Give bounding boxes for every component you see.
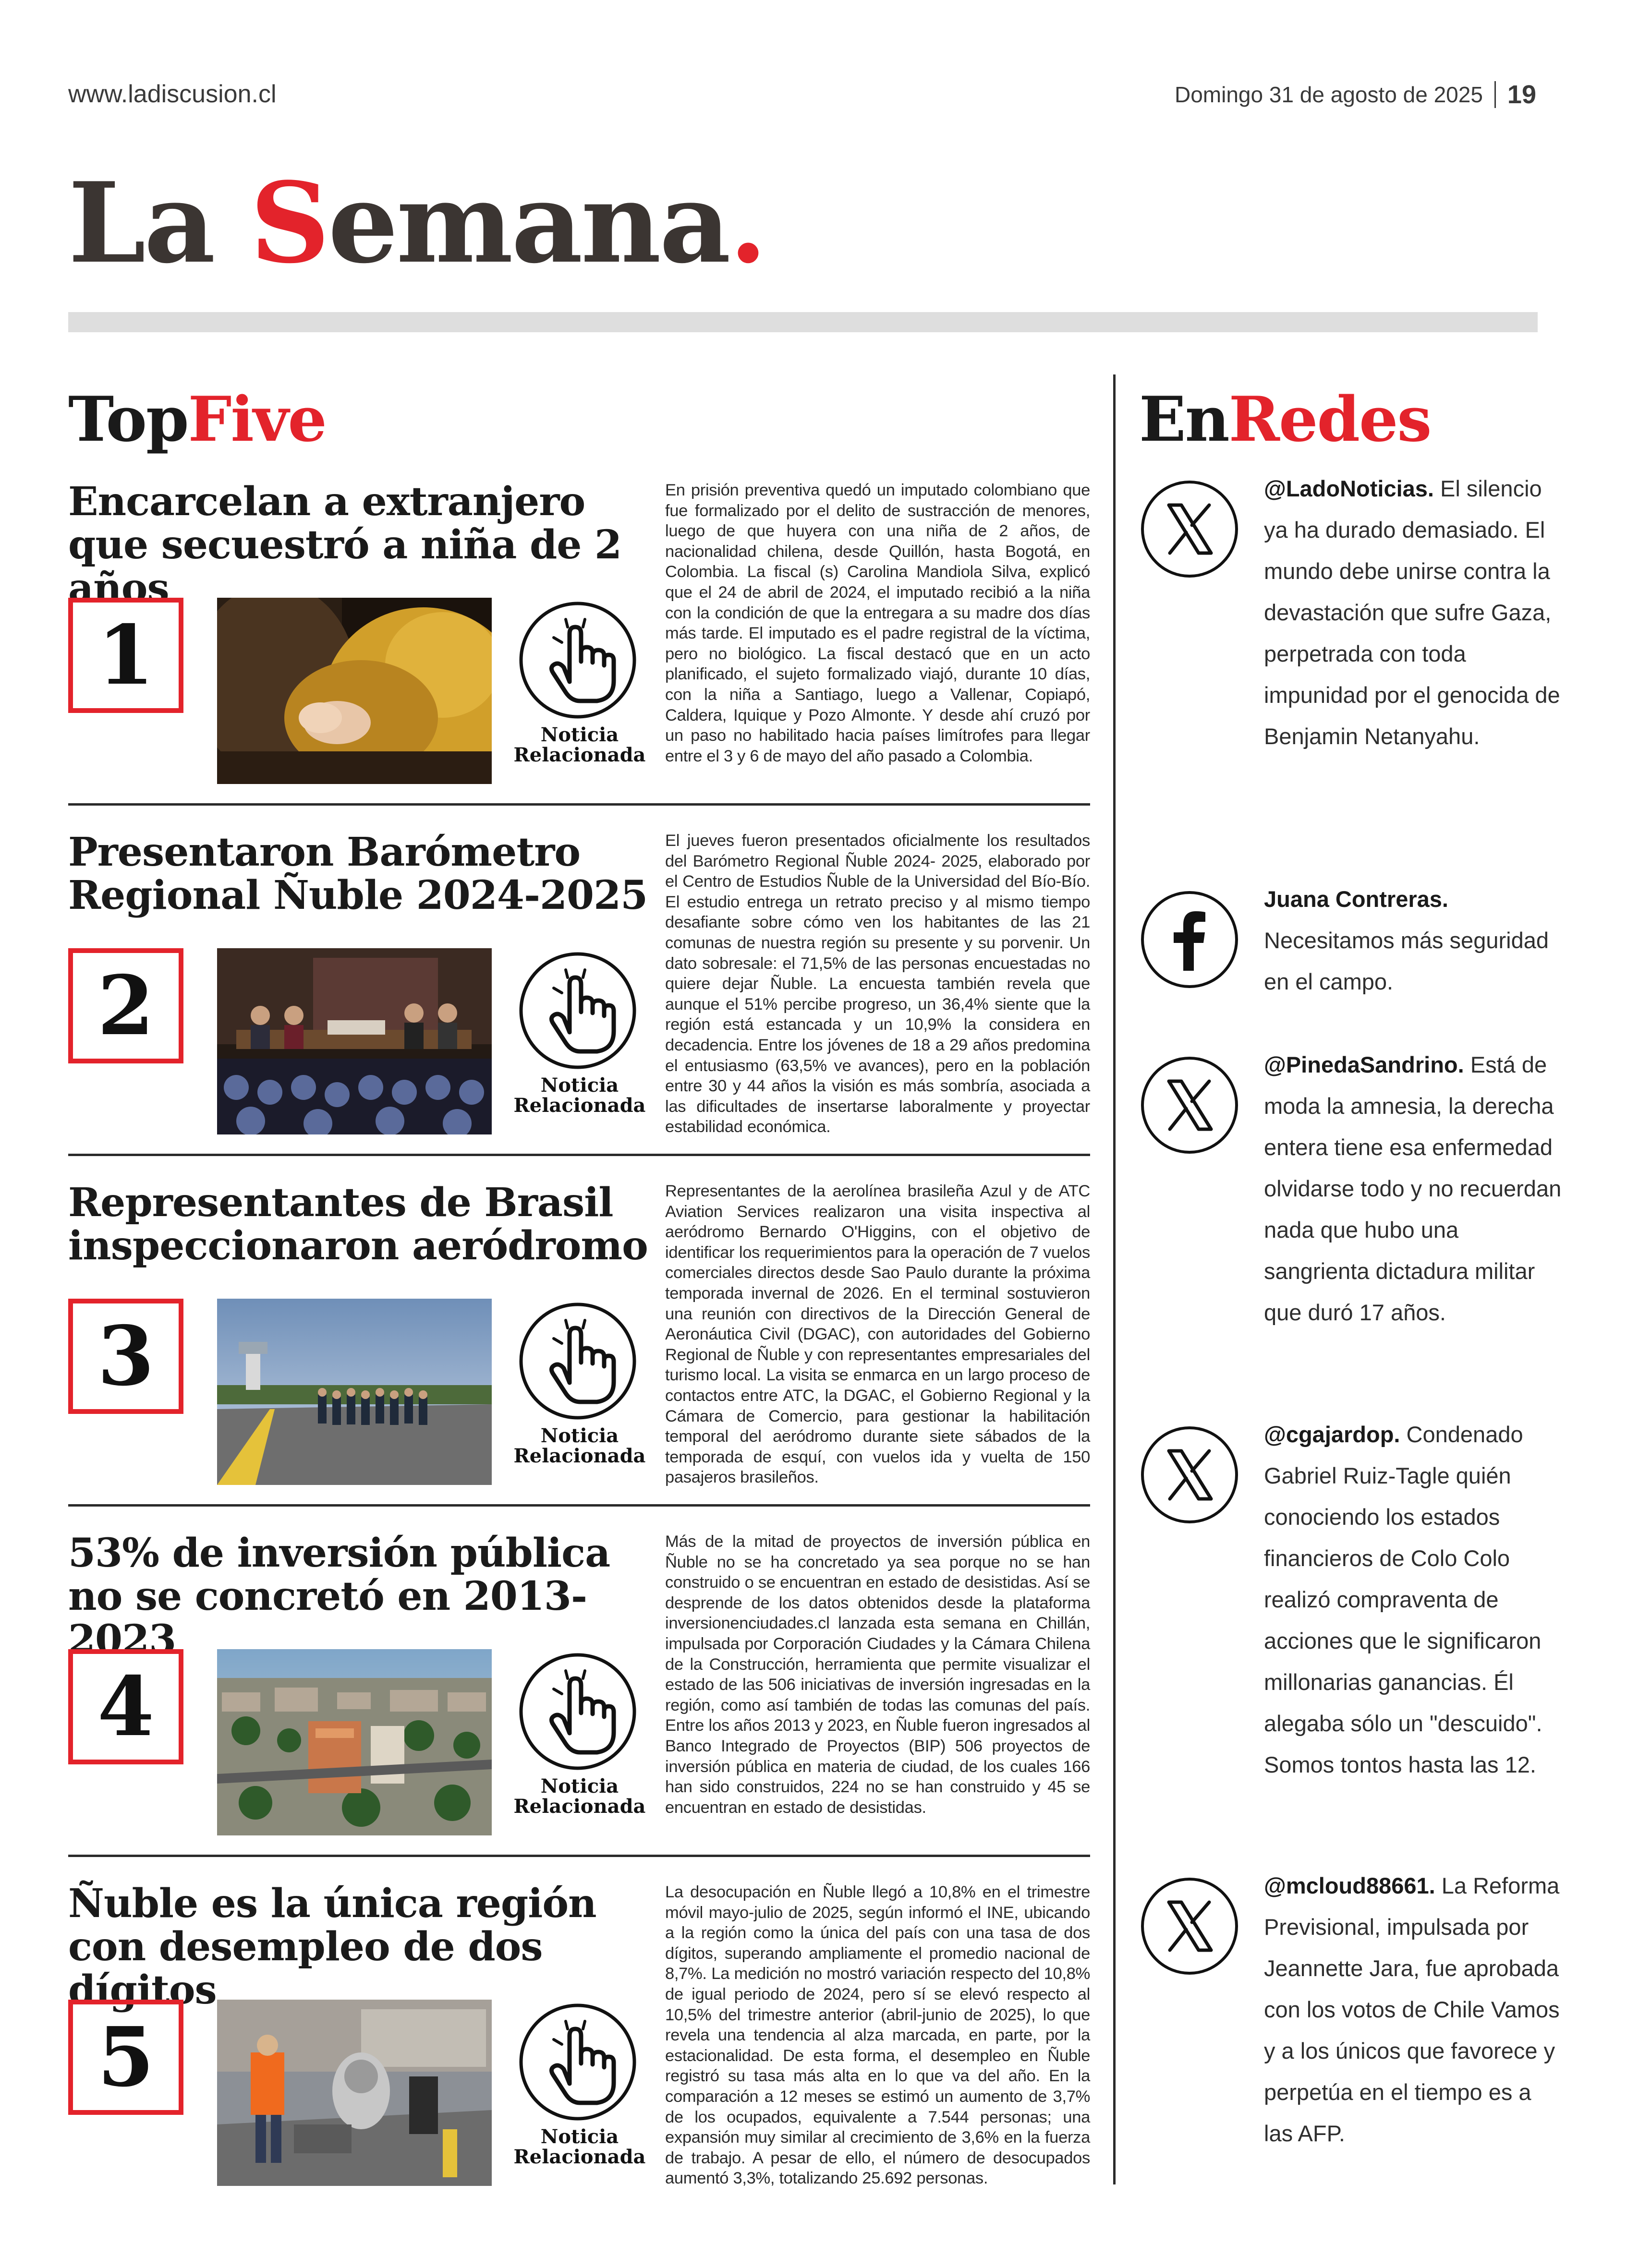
post-text [1264,1865,1562,2154]
enredes-title: EnRedes [1139,384,1431,456]
rank-number-box: 4 [68,1649,183,1764]
item-separator [68,803,1090,806]
related-news-label[interactable]: Noticia Relacionada [513,1775,646,1818]
post-body: El silencio ya ha durado demasiado. El mundo debe unirse contra la devastación que sufre Gaza, perpetrada con toda impunidad por el genocida de Benjamin Netanyahu. [1264,476,1560,749]
website-url[interactable]: www.ladiscusion.cl [68,80,277,108]
pointing-hand-icon [518,1652,638,1772]
x-icon [1139,1424,1240,1525]
x-icon [1139,479,1240,579]
x-icon[interactable] [1139,479,1240,579]
related-news-button[interactable] [518,951,638,1071]
item-body-text: Representantes de la aerolínea brasileña Azul y de ATC Aviation Services realizaron una visita inspectiva al aeródromo Bernardo O'Higgins, con el objetivo de identificar los requerimientos para la operación de 7 vuelos comerciales directos desde Sao Paulo durante la próxima temporada invernal de 2026. En el terminal sostuvieron una reunión con directivos de la Dirección General de Aeronáutica Civil (DGAC), con autoridades del Gobierno Regional de Ñuble y con representantes empresariales del turismo local. La visita se enmarca en un largo proceso de contactos entre ATC, la DGAC, el Gobierno Regional y la Cámara de Comercio, para gestionar la habilitación temporal del aeródromo durante siete sábados de la temporada de esquí, con vuelos ida y vuelta de 150 pasajeros brasileños. [665,1182,1090,1487]
pointing-hand-icon [518,1301,638,1421]
column-divider [1113,374,1116,2184]
post-handle[interactable]: Juana Contreras. [1264,886,1448,912]
item-body-text: La desocupación en Ñuble llegó a 10,8% en el trimestre móvil mayo-julio de 2025, según informó el INE, ubicando a la región como la única del país con una tasa de dos dígitos, superando ampliamente el promedio nacional de 8,7%. La medición no mostró variación respecto del 10,8% de igual periodo de 2024, pero sí se elevó respecto al 10,5% del trimestre anterior (abril-junio de 2025), lo que revela una tendencia al alza marcada, en parte, por la estacionalidad. De esta forma, el desempleo en Ñuble registró su tasa más alta en lo que va del año. En la comparación a 12 meses se estimó un aumento de 3,7% de los ocupados, equivalente a 7.544 personas; una expansión muy similar al crecimiento de 3,6% en la fuerza de trabajo. A pesar de ello, el número de desocupados aumentó 3,3%, totalizando 25.692 personas. [665,1883,1090,2188]
x-icon[interactable] [1139,1055,1240,1156]
rank-number-box: 2 [68,948,183,1063]
dateline-divider [1494,81,1496,108]
post-handle[interactable]: @PinedaSandrino. [1264,1052,1464,1077]
post-text [1264,1044,1562,1333]
rank-number-box: 3 [68,1299,183,1414]
item-body-text: En prisión preventiva quedó un imputado colombiano que fue formalizado por el delito de sustracción de menores, luego de que huyera con una niña de 2 años, de nacionalidad chilena, desde Quillón, hasta Bogotá, en Colombia. La fiscal (s) Carolina Mandiola Silva, explicó que el 24 de abril de 2024, el imputado recibió a la niña con la condición de que la entregara a su madre dos días más tarde. El imputado es el padre registral de la víctima, pero no biológico. La fiscal destacó que en un acto planificado, el sujeto formalizado viajó, durante 10 días, con la niña a Santiago, luego a Vallenar, Copiapó, Caldera, Iquique y Pozo Almonte. Y desde ahí cruzó por un paso no habilitado hacia países limítrofes para llegar entre el 3 y 6 de mayo del año pasado a Colombia. [665,481,1090,765]
x-icon[interactable] [1139,1424,1240,1525]
topfive-item [68,480,1090,816]
related-news-label[interactable]: Noticia Relacionada [513,1074,646,1117]
dateline [1175,80,1536,109]
x-icon [1139,1055,1240,1156]
item-body-text: El jueves fueron presentados oficialmente los resultados del Barómetro Regional Ñuble 2024- 2025, elaborado por el Centro de Estudios Ñuble de la Universidad del Bío-Bío. El estudio entrega un retrato preciso y al mismo tiempo desafiante sobre cómo ven los habitantes de las 21 comunas de nuestra región su presente y su porvenir. Un dato sobresale: el 71,5% de las personas encuestadas no quiere dejar Ñuble. La encuesta también revela que aunque el 51% percibe progreso, un 36,4% siente que la región está estancada y un 10,9% la considera en decadencia. Entre los jóvenes de 18 a 29 años predomina el entusiasmo (63,5% ve avances), pero en la población entre 30 y 44 años la visión es más sombría, asociada a las dificultades de insertarse laboralmente y proyectar estabilidad económica. [665,832,1090,1136]
related-news-button[interactable] [518,1301,638,1421]
post-handle[interactable]: @LadoNoticias. [1264,476,1434,501]
post-body: Necesitamos más seguridad en el campo. [1264,928,1549,994]
item-photo [217,1649,492,1835]
pointing-hand-icon [518,951,638,1071]
related-news-button[interactable] [518,600,638,720]
item-headline[interactable]: 53% de inversión pública no se concretó en 2013-2023 [68,1530,610,1663]
related-news-label[interactable]: Noticia Relacionada [513,2125,646,2168]
post-text [1264,879,1562,1002]
post-handle[interactable]: @mcloud88661. [1264,1873,1435,1898]
masthead-band [68,312,1538,332]
pointing-hand-icon [518,600,638,720]
post-body: Condenado Gabriel Ruiz-Tagle quién conociendo los estados financieros de Colo Colo realizó compraventa de acciones que le significaron millonarias ganancias. Él alegaba sólo un "descuido". Somos tontos hasta las 12. [1264,1422,1542,1777]
item-photo [217,598,492,784]
topfive-item [68,1882,1090,2218]
item-headline[interactable]: Ñuble es la única región con desempleo de dos dígitos [68,1881,596,2013]
related-news-button[interactable] [518,1652,638,1772]
rank-number-box: 5 [68,2000,183,2115]
topfive-item [68,831,1090,1167]
item-headline[interactable]: Representantes de Brasil inspeccionaron aeródromo [68,1180,648,1269]
post-body: La Reforma Previsional, impulsada por Jeannette Jara, fue aprobada con los votos de Chile Vamos y a los únicos que favorece y perpetúa en el tiempo es a las AFP. [1264,1873,1560,2146]
item-photo [217,1299,492,1485]
rank-number-box: 1 [68,598,183,713]
post-text [1264,468,1562,757]
section-masthead: La Semana. [68,158,765,288]
pointing-hand-icon [518,2002,638,2122]
item-headline[interactable]: Encarcelan a extranjero que secuestró a niña de 2 años [68,479,622,611]
related-news-label[interactable]: Noticia Relacionada [513,724,646,766]
post-text [1264,1414,1562,1785]
item-photo [217,2000,492,2186]
facebook-icon [1139,889,1240,990]
topfive-title: TopFive [68,384,326,456]
x-icon [1139,1876,1240,1977]
item-photo [217,948,492,1134]
item-body-text: Más de la mitad de proyectos de inversión pública en Ñuble no se ha concretado ya sea porque no se han construido o se encuentran en estado de desistidas. Así se desprende de los datos obtenidos desde la plataforma inversionenciudades.cl lanzada esta semana en Chillán, impulsada por Corporación Ciudades y la Cámara Chilena de la Construcción, herramienta que permite visualizar el estado de las 506 iniciativas de inversión ingresadas en la región, como así también de todas las comunas del país. Entre los años 2013 y 2023, en Ñuble fueron ingresados al Banco Integrado de Proyectos (BIP) 506 proyectos de inversión pública en materia de ciudad, de los cuales 166 han sido construidos, 224 no se han construido y 45 se encuentran en estado de desistidas. [665,1532,1090,1817]
page-number: 19 [1507,80,1536,109]
issue-date: Domingo 31 de agosto de 2025 [1174,82,1483,107]
post-body: Está de moda la amnesia, la derecha entera tiene esa enfermedad olvidarse todo y no recuerdan nada que hubo una sangrienta dictadura militar que duró 17 años. [1264,1052,1562,1325]
related-news-label[interactable]: Noticia Relacionada [513,1424,646,1467]
topfive-item [68,1532,1090,1868]
x-icon[interactable] [1139,1876,1240,1977]
facebook-icon[interactable] [1139,889,1240,990]
topfive-item [68,1181,1090,1517]
item-separator [68,1154,1090,1156]
post-handle[interactable]: @cgajardop. [1264,1422,1400,1447]
related-news-button[interactable] [518,2002,638,2122]
item-headline[interactable]: Presentaron Barómetro Regional Ñuble 2024-2025 [68,829,648,918]
item-separator [68,1504,1090,1507]
item-separator [68,1855,1090,1857]
